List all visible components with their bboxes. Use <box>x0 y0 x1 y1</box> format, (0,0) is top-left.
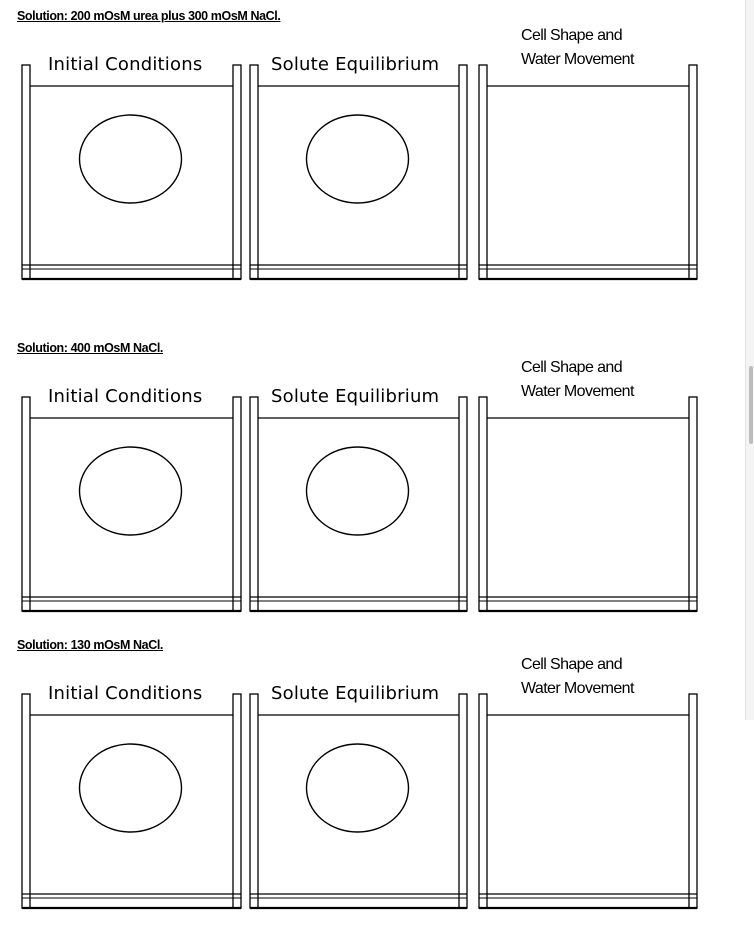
solution-title: Solution: 400 mOsM NaCl. <box>17 341 163 355</box>
panel-label-initial: Initial Conditions <box>48 683 203 704</box>
beaker-right-wall <box>689 65 697 279</box>
beaker-row <box>0 9 740 309</box>
solution-section-3 <box>0 638 740 938</box>
cell-shape-line-1: Cell Shape and <box>521 656 623 673</box>
beaker-left-wall <box>22 65 30 279</box>
beaker-left-wall <box>250 65 258 279</box>
beaker-left-wall <box>250 397 258 611</box>
cell-icon <box>307 744 409 832</box>
cell-shape-line-1: Cell Shape and <box>521 27 623 44</box>
beaker-right-wall <box>233 397 241 611</box>
beaker-icon <box>250 694 467 908</box>
beaker-right-wall <box>459 397 467 611</box>
solution-section-1 <box>0 9 740 309</box>
beaker-row <box>0 638 740 938</box>
beaker-right-wall <box>233 65 241 279</box>
solution-title: Solution: 200 mOsM urea plus 300 mOsM NaCl. <box>17 9 281 23</box>
cell-shape-line-2: Water Movement <box>521 51 634 68</box>
panel-label-equilibrium: Solute Equilibrium <box>271 54 440 75</box>
panel-label-initial: Initial Conditions <box>48 54 203 75</box>
cell-shape-line-2: Water Movement <box>521 680 634 697</box>
panel-label-equilibrium: Solute Equilibrium <box>271 683 440 704</box>
vertical-scrollbar[interactable] <box>745 0 754 720</box>
beaker-left-wall <box>22 397 30 611</box>
beaker-right-wall <box>689 397 697 611</box>
solution-title: Solution: 130 mOsM NaCl. <box>17 638 163 652</box>
beaker-icon <box>479 397 697 611</box>
panel-label-initial: Initial Conditions <box>48 386 203 407</box>
beaker-icon <box>479 694 697 908</box>
beaker-icon <box>250 65 467 279</box>
cell-shape-line-2: Water Movement <box>521 383 634 400</box>
cell-icon <box>307 447 409 535</box>
beaker-row <box>0 341 740 641</box>
cell-icon <box>80 115 182 203</box>
beaker-icon <box>250 397 467 611</box>
cell-shape-line-1: Cell Shape and <box>521 359 623 376</box>
beaker-icon <box>479 65 697 279</box>
beaker-right-wall <box>233 694 241 908</box>
solution-section-2 <box>0 341 740 641</box>
beaker-icon <box>22 65 241 279</box>
beaker-left-wall <box>479 397 487 611</box>
beaker-left-wall <box>250 694 258 908</box>
beaker-left-wall <box>479 694 487 908</box>
beaker-right-wall <box>689 694 697 908</box>
cell-icon <box>80 447 182 535</box>
beaker-left-wall <box>22 694 30 908</box>
beaker-left-wall <box>479 65 487 279</box>
beaker-icon <box>22 397 241 611</box>
beaker-right-wall <box>459 65 467 279</box>
panel-label-equilibrium: Solute Equilibrium <box>271 386 440 407</box>
cell-icon <box>307 115 409 203</box>
scrollbar-thumb[interactable] <box>749 366 753 444</box>
beaker-icon <box>22 694 241 908</box>
cell-icon <box>80 744 182 832</box>
beaker-right-wall <box>459 694 467 908</box>
